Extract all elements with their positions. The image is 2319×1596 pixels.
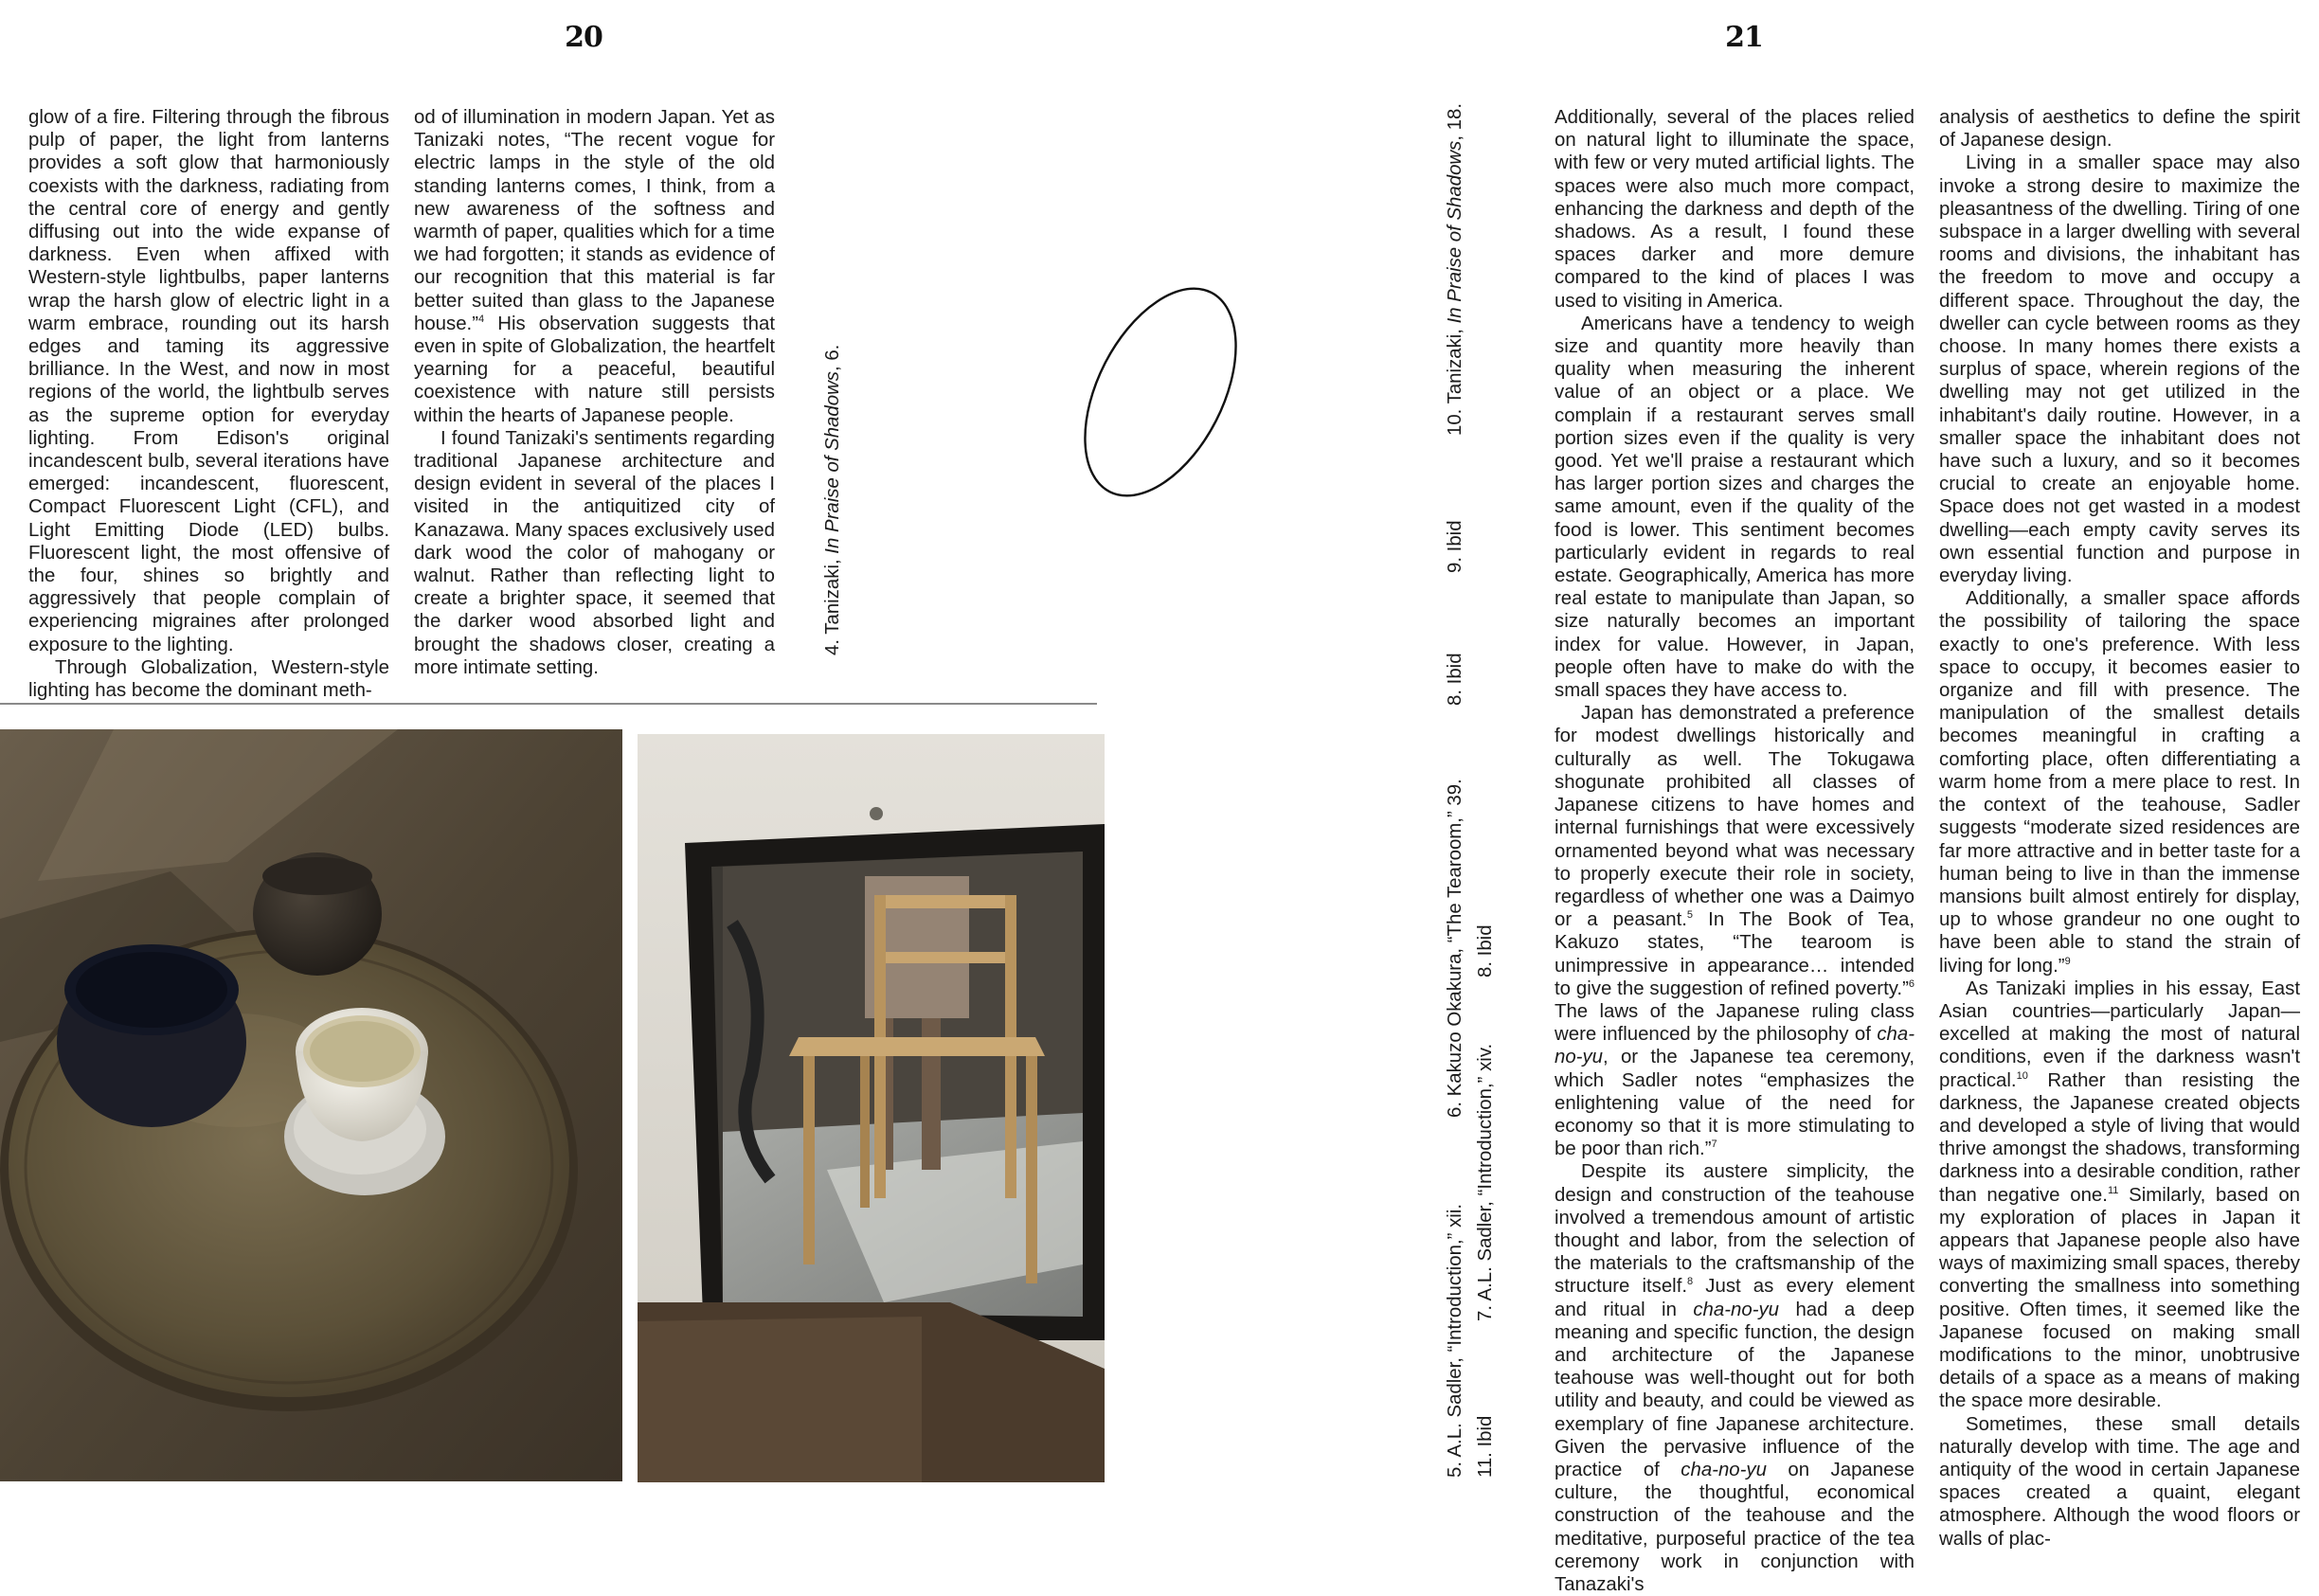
footnote-ref: 11 xyxy=(2107,1184,2119,1196)
tea-bowls-photo xyxy=(0,729,622,1481)
left-page-number: 20 xyxy=(565,21,602,54)
left-column-2 xyxy=(414,106,775,679)
footnote-ref: 6 xyxy=(1908,977,1915,990)
footnote-5: 5. A.L. Sadler, “Introduction,” xii. xyxy=(1445,1203,1465,1478)
footnote-ref: 7 xyxy=(1711,1139,1717,1151)
footnote-4: 4. Tanizaki, In Praise of Shadows, 6. xyxy=(822,344,843,655)
paragraph: glow of a fire. Filtering through the fibrous pulp of paper, the light from lanterns provides a soft glow that harmoniously coexists with the darkness, radiating from the central core of energy and gently diffusing out into the wide expanse of darkness. Even when affixed with Western-style lightbulbs, paper lanterns wrap the harsh glow of electric light in a warm embrace, rounding out its harsh edges and taming its aggressive brilliance. In the West, and now in most regions of the world, the lightbulb serves as the supreme option for everyday lighting. From Edison's original incandescent bulb, several iterations have emerged: incandescent, fluorescent, Compact Fluorescent Light (CFL), and Light Emitting Diode (LED) bulbs. Fluorescent light, the most offensive of the four, shines so brightly and aggressively that people complain of experiencing migraines after prolonged exposure to the lighting. xyxy=(28,107,389,655)
horizontal-rule xyxy=(0,703,1097,705)
footnote-8a: 8. Ibid xyxy=(1445,653,1465,706)
paragraph: Despite its austere simplicity, the design and construction of the teahouse involved a tremendous amount of artistic thought and labor, from the selection of the materials to the craftsmanship of the structure itself.$^8$ Just as every element and ritual in cha-no-yu had a deep meaning and specific function, the design and architecture of the Japanese teahouse was well-thought out for both utility and beauty, and could be viewed as exemplary of fine Japanese architecture. Given the pervasive influence of the practice of cha-no-yu on Japanese culture, the thoughtful, economical construction of the teahouse and the meditative, purposeful practice of the tea ceremony work in conjunction with Tanazaki's xyxy=(1555,1161,1915,1595)
right-column-2 xyxy=(1939,106,2300,1551)
paragraph: Americans have a tendency to weigh size and quantity more heavily than quality when measuring the inherent value of an object or a place. We complain if a restaurant serves small portion sizes even if the quality is very good. Yet we'll praise a restaurant which has larger portion sizes and charges the same amount, even if the quality of the food is lower. This sentiment becomes particularly evident in regards to real estate. Geographically, America has more real estate to manipulate than Japan, so size naturally becomes an important index for value. However, in Japan, people often have to make do with the small spaces they have access to. xyxy=(1555,313,1915,702)
footnote-8b: 8. Ibid xyxy=(1475,924,1496,977)
paragraph: Additionally, several of the places relied on natural light to illuminate the space, with few or very muted artificial lights. The spaces were also much more compact, enhancing the darkness and depth of the shadows. As a result, I found these spaces darker and more demure compared to the kind of places I was used to visiting in America. xyxy=(1555,107,1915,312)
paragraph: analysis of aesthetics to define the spirit of Japanese design. xyxy=(1939,107,2300,152)
footnote-9: 9. Ibid xyxy=(1445,520,1465,573)
right-column-1 xyxy=(1555,106,1915,1596)
left-column-1 xyxy=(28,106,389,702)
ellipse-outline xyxy=(1070,279,1250,507)
paragraph: As Tanizaki implies in his essay, East Asian countries—particularly Japan—excelled at making the most of natural conditions, even if the darkness wasn't practical.$^{10}$ Rather than resisting the darkness, the Japanese created objects and developed a style of living that would thrive amongst the shadows, transforming darkness into a desirable condition, rather than negative one.$^{11}$ Similarly, based on my exploration of places in Japan it appears that Japanese people also have ways of maximizing small spaces, thereby converting the smallness into something positive. Often times, it seemed like the Japanese focused on making small modifications to the minor, unobtrusive details of a space as a means of making the space more desirable. xyxy=(1939,977,2301,1412)
paragraph: Living in a smaller space may also invoke a strong desire to maximize the pleasantness of the dwelling. Tiring of one subspace in a larger dwelling with several rooms and divisions, the inhabitant has the freedom to move and occupy a different space. Throughout the day, the dweller can cycle between rooms as they choose. In many homes there exists a surplus of space, wherein regions of the dwelling may not get utilized in the inhabitant's daily routine. However, in a smaller space the inhabitant does not have such a luxury, and so it becomes crucial to create an enjoyable home. Space does not get wasted in a modest dwelling—each empty cavity serves its own essential function and purpose in everyday living. xyxy=(1939,152,2300,587)
footnote-ref: 8 xyxy=(1687,1276,1694,1288)
paragraph: I found Tanizaki's sentiments regarding traditional Japanese architecture and design evident in several of the places I visited in the antiquitized city of Kanazawa. Many spaces exclusively used dark wood the color of mahogany or walnut. Rather than reflecting light to create a brighter space, it seemed that the darker wood absorbed light and brought the shadows closer, creating a more intimate setting. xyxy=(414,427,775,678)
footnote-7: 7. A.L. Sadler, “Introduction,” xiv. xyxy=(1475,1043,1496,1321)
footnote-ref: 5 xyxy=(1686,909,1694,922)
paragraph: od of illumination in modern Japan. Yet as Tanizaki notes, “The recent vogue for electric lamps in the style of the old standing lanterns comes, I think, from a new awareness of the softness and warmth of paper, qualities which for a time we had forgotten; it stands as evidence of our recognition that this material is far better suited than glass to the Japanese house.”$^4$ His observation suggests that even in spite of Globalization, the heartfelt yearning for a peaceful, beautiful coexistence with nature still persists within the hearts of Japanese people. xyxy=(414,107,775,426)
paragraph: Through Globalization, Western-style lighting has become the dominant meth- xyxy=(28,656,389,702)
footnote-ref: 10 xyxy=(2016,1069,2028,1082)
footnote-6: 6. Kakuzo Okakura, “The Tearoom,” 39. xyxy=(1445,779,1465,1118)
footnote-10: 10. Tanizaki, In Praise of Shadows, 18. xyxy=(1445,102,1465,436)
paragraph: Japan has demonstrated a preference for modest dwellings historically and culturally as well. The Tokugawa shogunate prohibited all classes of Japanese citizens to have homes and internal furnishings that were excessively ornamented beyond what was necessary to properly execute their role in society, regardless of whether one was a Daimyo or a peasant.$^5$ In The Book of Tea, Kakuzo states, “The tearoom is unimpressive in appearance… intended to give the suggestion of refined poverty.”$^6$ The laws of the Japanese ruling class were influenced by the philosophy of cha-no-yu, or the Japanese tea ceremony, which Sadler notes “emphasizes the enlightening value of the need for economy so that it is more stimulating to be poor than rich.”$^7$ xyxy=(1555,703,1915,1160)
paragraph: Additionally, a smaller space affords the possibility of tailoring the space exactly to one's preference. With less space to occupy, it becomes easier to organize and fill with presence. The manipulation of the smallest details becomes meaningful in crafting a comforting place, often differentiating a warm home from a mere place to rest. In the context of the teahouse, Sadler suggests “moderate sized residences are far more attractive and in better taste for a human being to live in than the immense mansions built almost entirely for display, up to whose grandeur no one ought to have been able to stand the strain of living for long.”$^9$ xyxy=(1939,588,2300,977)
mirror-chair-photo xyxy=(638,734,1105,1482)
footnote-ref: 9 xyxy=(2064,955,2071,967)
paragraph: Sometimes, these small details naturally develop with time. The age and antiquity of the wood in certain Japanese spaces created a quaint, elegant atmosphere. Although the wood floors or walls of plac- xyxy=(1939,1413,2300,1550)
footnote-11: 11. Ibid xyxy=(1475,1415,1496,1478)
footnote-ref: 4 xyxy=(478,314,485,326)
right-page-number: 21 xyxy=(1725,21,1763,54)
